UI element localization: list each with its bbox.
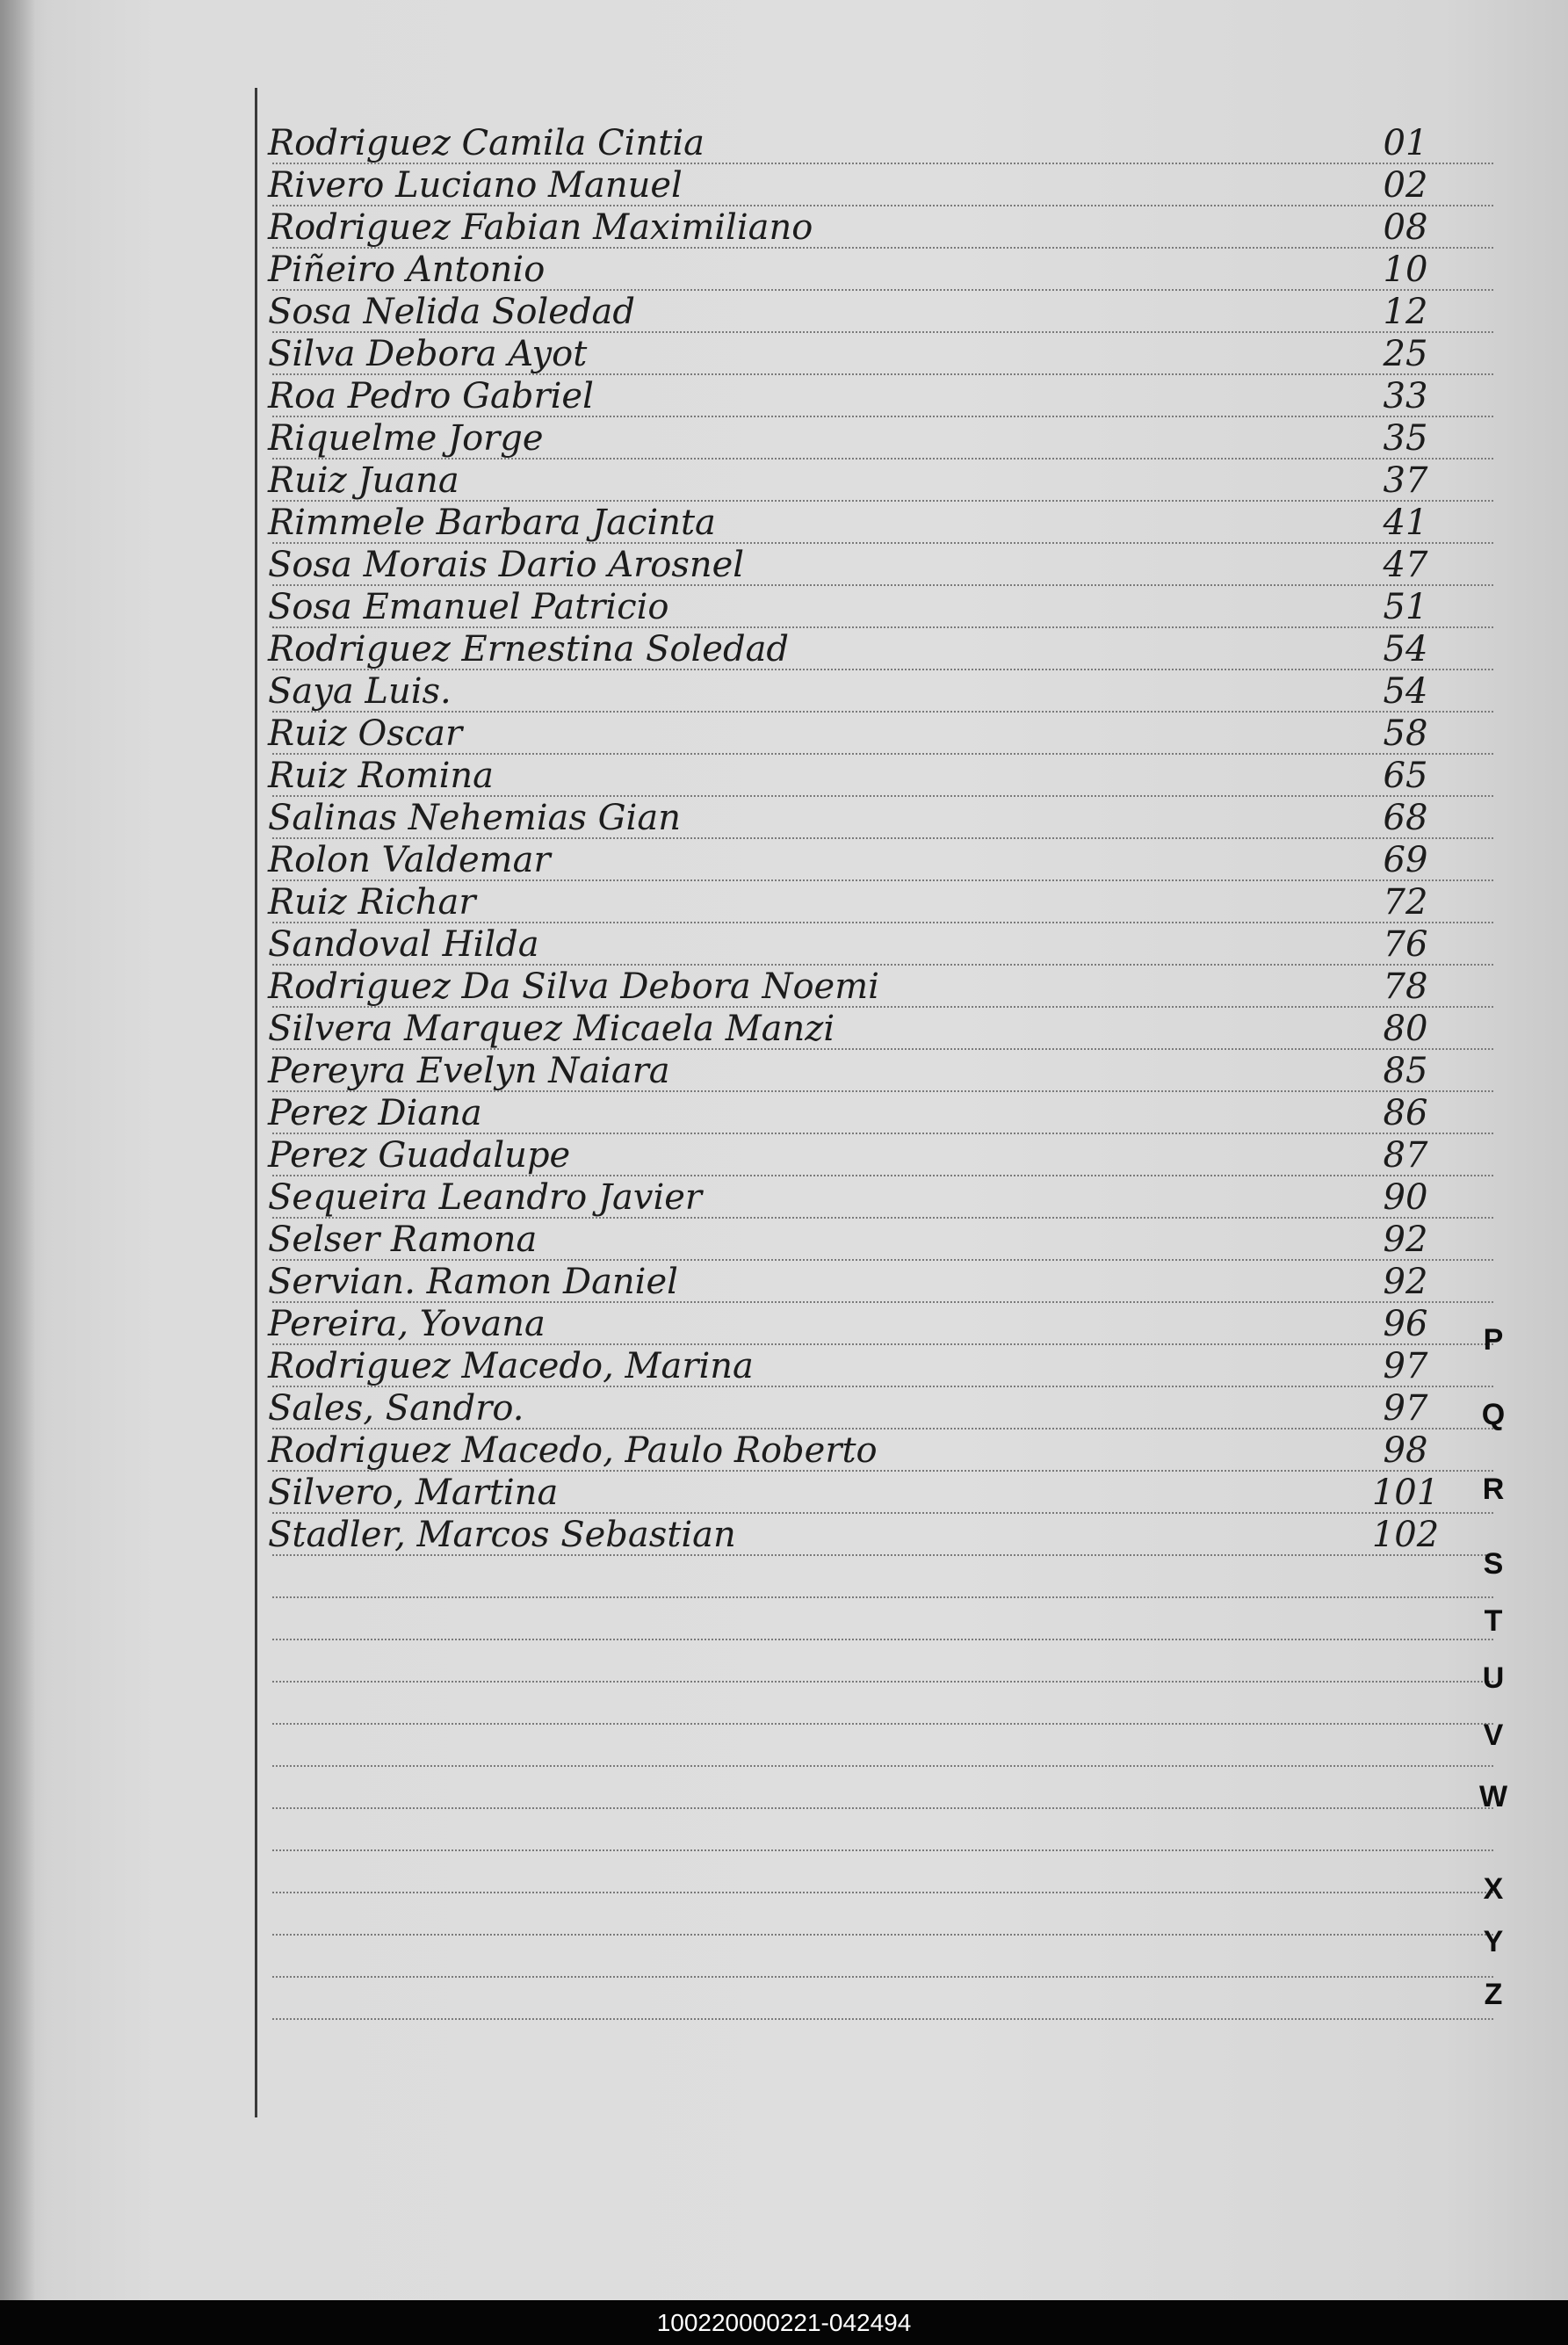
roster-entry-number: 33 [1383, 376, 1428, 416]
roster-entry-number: 58 [1383, 713, 1428, 754]
roster-entry-name: Sandoval Hilda [268, 924, 539, 965]
ruled-line [272, 2018, 1493, 2020]
index-tab-letter[interactable]: U [1482, 1661, 1505, 1695]
roster-entry-name: Rimmele Barbara Jacinta [268, 503, 716, 543]
roster-entry-number: 97 [1383, 1346, 1428, 1386]
roster-entry-name: Perez Guadalupe [268, 1135, 571, 1176]
roster-entry-number: 10 [1383, 250, 1428, 290]
roster-entry-number: 02 [1383, 165, 1428, 206]
page-edge-shadow [0, 0, 35, 2345]
index-tab-letter[interactable]: V [1483, 1719, 1504, 1752]
roster-entry-number: 47 [1383, 545, 1428, 585]
roster-entry-number: 41 [1383, 503, 1428, 543]
roster-entry-number: 68 [1383, 798, 1428, 838]
roster-entry-number: 01 [1383, 123, 1428, 163]
roster-entry-number: 76 [1383, 924, 1428, 965]
roster-entry-number: 96 [1383, 1304, 1428, 1344]
index-tab-letter[interactable]: R [1482, 1473, 1505, 1506]
roster-entry-name: Sosa Morais Dario Arosnel [268, 545, 745, 585]
index-tab-letter[interactable]: Z [1484, 1978, 1503, 2011]
ruled-line [272, 1892, 1493, 1893]
roster-entry-name: Perez Diana [268, 1093, 482, 1133]
roster-entry-name: Ruiz Oscar [268, 713, 463, 754]
roster-entry-number: 69 [1383, 840, 1428, 880]
roster-entry-name: Rivero Luciano Manuel [268, 165, 683, 206]
index-tab-letter[interactable]: X [1483, 1872, 1504, 1906]
roster-entry-number: 78 [1383, 966, 1428, 1007]
ruled-line [272, 1596, 1493, 1598]
roster-entry-number: 102 [1371, 1515, 1440, 1555]
roster-entry-number: 12 [1383, 292, 1428, 332]
index-tab-letter[interactable]: W [1478, 1780, 1508, 1813]
roster-entry-number: 85 [1383, 1051, 1428, 1091]
ruled-line [272, 1976, 1493, 1978]
roster-entry-name: Sequeira Leandro Javier [268, 1177, 703, 1218]
roster-entry-number: 97 [1383, 1388, 1428, 1429]
index-tab-letter[interactable]: Q [1481, 1398, 1506, 1431]
ruled-line [272, 1807, 1493, 1809]
roster-entry-name: Rodriguez Macedo, Marina [268, 1346, 754, 1386]
roster-entry-number: 54 [1383, 671, 1428, 712]
index-tab-letter[interactable]: Y [1483, 1925, 1504, 1958]
roster-entry-number: 72 [1383, 882, 1428, 923]
roster-entry-name: Roa Pedro Gabriel [268, 376, 594, 416]
ruled-line [272, 1681, 1493, 1683]
ruled-line [272, 1849, 1493, 1851]
roster-entry-number: 25 [1383, 334, 1428, 374]
index-tab-letter[interactable]: T [1484, 1604, 1503, 1638]
ruled-line [272, 1765, 1493, 1767]
roster-entry-name: Ruiz Juana [268, 460, 459, 501]
roster-entry-name: Stadler, Marcos Sebastian [268, 1515, 736, 1555]
roster-entry-number: 90 [1383, 1177, 1428, 1218]
ruled-line [272, 1723, 1493, 1725]
roster-entry-number: 80 [1383, 1009, 1428, 1049]
roster-entry-name: Sosa Emanuel Patricio [268, 587, 669, 627]
roster-entry-number: 54 [1383, 629, 1428, 669]
index-tab-letter[interactable]: P [1483, 1323, 1504, 1357]
roster-entry-number: 08 [1383, 207, 1428, 248]
roster-entry-name: Ruiz Richar [268, 882, 476, 923]
barcode-id: 100220000221-042494 [656, 2309, 912, 2336]
roster-entry-name: Sales, Sandro. [268, 1388, 524, 1429]
roster-entry-name: Pereira, Yovana [268, 1304, 546, 1344]
roster-entry-name: Piñeiro Antonio [268, 250, 546, 290]
roster-entry-number: 65 [1383, 756, 1428, 796]
roster-entry-name: Saya Luis. [268, 671, 452, 712]
index-tab-letter[interactable]: S [1483, 1547, 1504, 1581]
roster-entry-name: Silvera Marquez Micaela Manzi [268, 1009, 835, 1049]
roster-entry-number: 86 [1383, 1093, 1428, 1133]
roster-entry-number: 37 [1383, 460, 1428, 501]
roster-entry-name: Pereyra Evelyn Naiara [268, 1051, 670, 1091]
roster-entry-name: Rodriguez Da Silva Debora Noemi [268, 966, 879, 1007]
roster-entry-name: Rolon Valdemar [268, 840, 551, 880]
roster-entry-name: Riquelme Jorge [268, 418, 544, 459]
margin-line [255, 88, 257, 2117]
roster-entry-name: Servian. Ramon Daniel [268, 1262, 678, 1302]
ruled-line [272, 1934, 1493, 1936]
roster-entry-number: 92 [1383, 1220, 1428, 1260]
roster-entry-name: Rodriguez Macedo, Paulo Roberto [268, 1430, 878, 1471]
roster-entry-name: Rodriguez Fabian Maximiliano [268, 207, 813, 248]
roster-entry-name: Selser Ramona [268, 1220, 538, 1260]
roster-entry-name: Ruiz Romina [268, 756, 494, 796]
roster-entry-number: 98 [1383, 1430, 1428, 1471]
roster-entry-name: Silva Debora Ayot [268, 334, 588, 374]
roster-entry-number: 92 [1383, 1262, 1428, 1302]
roster-entry-number: 101 [1371, 1473, 1440, 1513]
roster-entry-number: 87 [1383, 1135, 1428, 1176]
roster-entry-name: Salinas Nehemias Gian [268, 798, 681, 838]
ruled-line [272, 1639, 1493, 1640]
roster-entry-number: 35 [1383, 418, 1428, 459]
roster-entry-name: Silvero, Martina [268, 1473, 559, 1513]
roster-entry-number: 51 [1383, 587, 1428, 627]
roster-entry-name: Rodriguez Ernestina Soledad [268, 629, 790, 669]
roster-entry-name: Sosa Nelida Soledad [268, 292, 636, 332]
roster-entry-name: Rodriguez Camila Cintia [268, 123, 705, 163]
